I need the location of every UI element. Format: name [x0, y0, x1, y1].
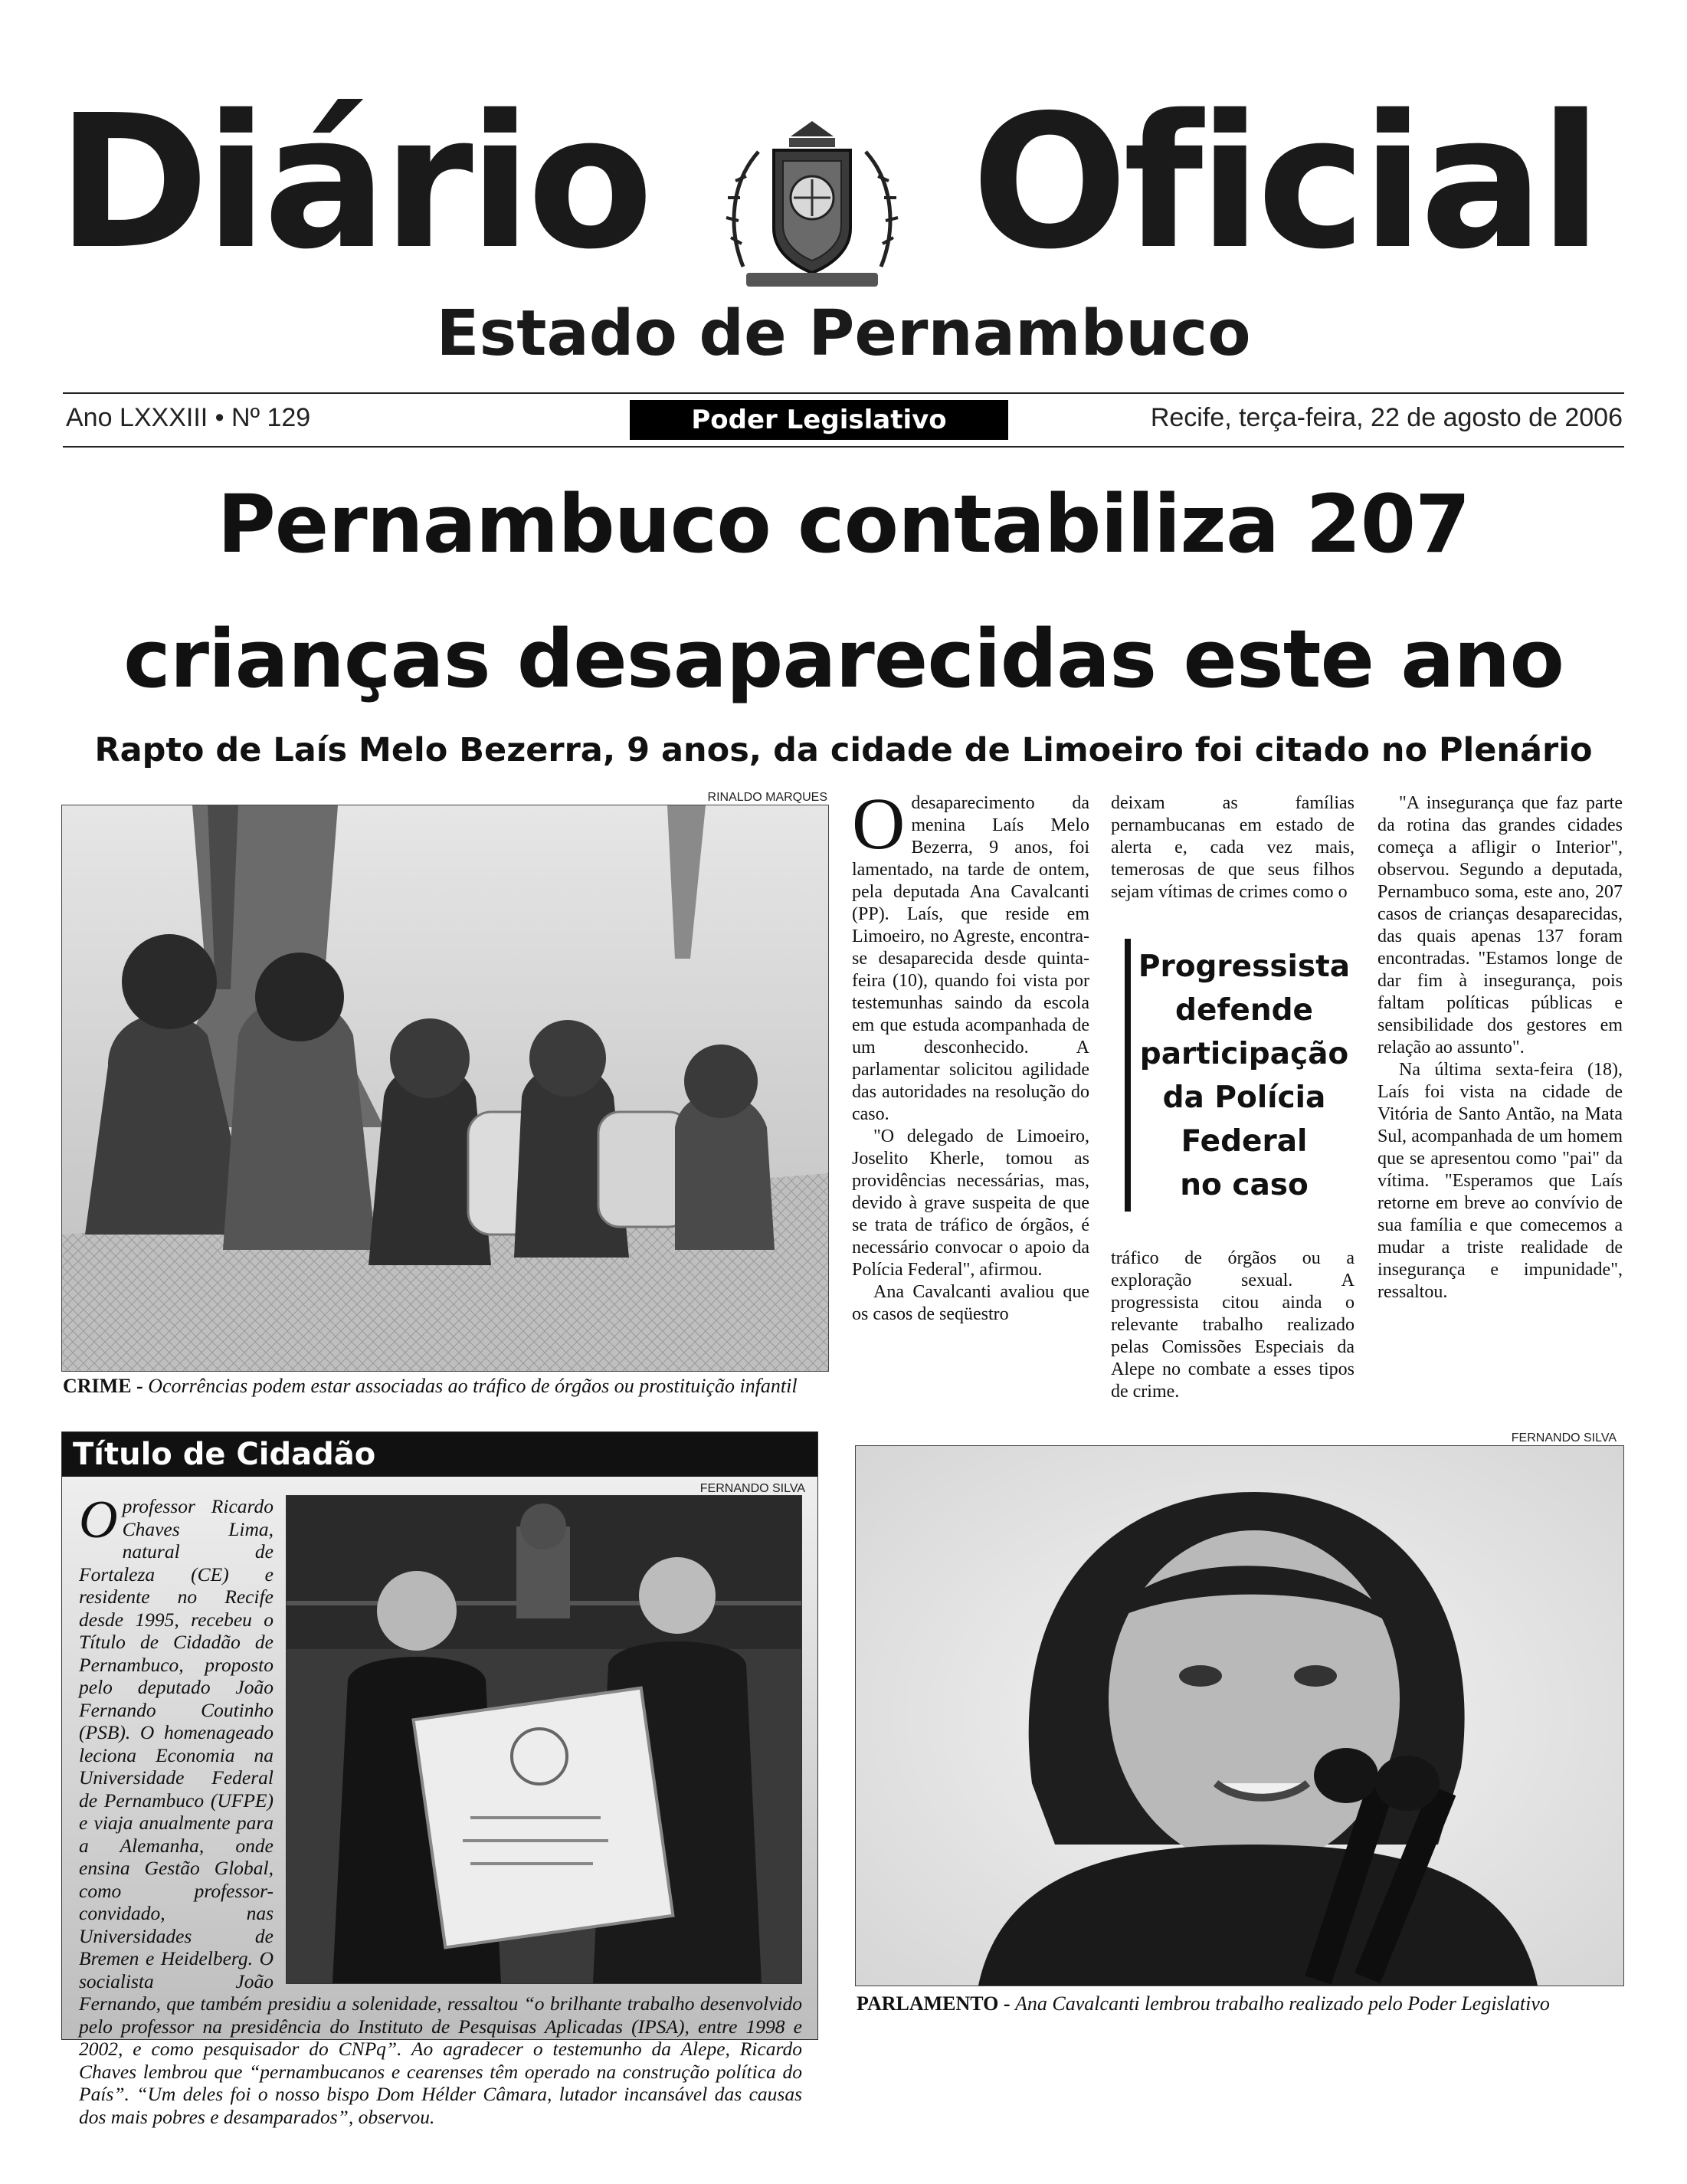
box-title: Título de Cidadão	[62, 1432, 817, 1477]
pull-quote	[1125, 939, 1358, 1212]
caption-text: Ocorrências podem estar associadas ao tráfico de órgãos ou prostituição infantil	[148, 1375, 798, 1397]
drop-cap: O	[79, 1490, 118, 1549]
pull-quote-line: Progressista	[1138, 949, 1351, 984]
coat-of-arms-icon	[720, 113, 904, 297]
masthead-rule-bottom	[63, 446, 1624, 448]
article-paragraph: Na última sexta-feira (18), Laís foi vista na cidade de Vitória de Santo Antão, na Mata Sul, acompanhada de um homem que se apresentou como "pai" da vítima. "Esperamos que Laís retorne em breve ao convívio de sua família e que comecemos a mudar a triste realidade de insegurança e impunidade", ressaltou.	[1377, 1060, 1623, 1302]
article-paragraph: desaparecimento da menina Laís Melo Bezerra, 9 anos, foi lamentado, na tarde de ontem, pela deputada Ana Cavalcanti (PP). Laís, que reside em Limoeiro, no Agreste, encontra-se desaparecida desde quinta-feira (10), quando foi vista por testemunhas saindo da escola em que estuda acompanhada de um desconhecido. A parlamentar solicitou agilidade das autoridades na resolução do caso.	[852, 793, 1089, 1124]
caption-label: PARLAMENTO -	[857, 1992, 1011, 2015]
box-paragraph: professor Ricardo Chaves Lima, natural de Fortaleza (CE) e residente no Recife desde 1995, recebeu o Título de Cidadão de Pernambuco, proposto pelo deputado João Fernando Coutinho (PSB). O homenageado leciona Economia na Universidade Federal de Pernambuco (UFPE) e viaja anualmente para a Alemanha, onde ensina Gestão Global, como professor-convidado, nas Universidades de Bremen e Heidelberg. O socialista João Fernando, que também presidiu a solenidade, ressaltou “o brilhante trabalho desenvolvido pelo professor na presidência do Instituto de Pesquisas Aplicadas (IPSA), entre 1998 e 2002, e como pesquisador do CNPq”. Ao agradecer o testemunho da Alepe, Ricardo Chaves lembrou que “pernambucanos e cearenses têm operado na construção política do País”. “Um deles foi o nosso bispo Dom Hélder Câmara, lutador incansável das causas dos mais pobres e desamparados”, observou.	[79, 1495, 802, 2128]
pull-quote-line: defende	[1175, 993, 1313, 1028]
section-label: Poder Legislativo	[630, 400, 1008, 440]
masthead-title-left: Diário	[57, 75, 649, 290]
titulo-cidadao-box	[61, 1431, 818, 2128]
ceremony-photo	[286, 1495, 802, 1984]
masthead-rule-top	[63, 392, 1624, 394]
children-photo	[61, 805, 829, 1372]
article-paragraph: "A insegurança que faz parte da rotina das grandes cidades começa a afligir o Interior", observou. Segundo a deputada, Pernambuco soma, este ano, 207 casos de crianças desaparecidas, das quais apenas 137 foram encontradas. "Estamos longe de dar fim à insegurança, pois faltam políticas públicas e sensibilidade dos gestores em relação ao assunto".	[1377, 793, 1623, 1058]
pull-quote-line: participação	[1139, 1037, 1349, 1071]
caption-label: CRIME -	[63, 1375, 143, 1397]
article-column-1	[852, 782, 1089, 1326]
masthead-subtitle: Estado de Pernambuco	[436, 297, 1251, 370]
deputy-photo	[855, 1445, 1624, 1986]
article-paragraph: tráfico de órgãos ou a exploração sexual. A progressista citou ainda o relevante trabalho realizado pelas Comissões Especiais da Alepe no combate a esses tipos de crime.	[1111, 1248, 1355, 1402]
photo-credit: FERNANDO SILVA	[1511, 1431, 1617, 1445]
pull-quote-line: Federal	[1181, 1124, 1308, 1159]
issue-number: Ano LXXXIII • Nº 129	[66, 403, 311, 432]
photo-caption	[857, 1992, 1550, 2015]
pull-quote-line: no caso	[1180, 1168, 1309, 1202]
photo-caption	[63, 1375, 798, 1398]
article-column-2-bottom	[1111, 1248, 1355, 1403]
article-column-2-top	[1111, 792, 1355, 903]
headline-line-2: crianças desaparecidas este ano	[123, 612, 1564, 706]
photo-credit: FERNANDO SILVA	[699, 1482, 805, 1495]
dateline: Recife, terça-feira, 22 de agosto de 2006	[1150, 403, 1623, 432]
pull-quote-line: da Polícia	[1162, 1081, 1326, 1115]
box-text	[79, 1490, 802, 2128]
article-column-3	[1377, 792, 1623, 1304]
article-paragraph: Ana Cavalcanti avaliou que os casos de seqüestro	[852, 1282, 1089, 1324]
masthead-title-right: Oficial	[971, 75, 1598, 290]
drop-cap: O	[852, 782, 906, 864]
deck: Rapto de Laís Melo Bezerra, 9 anos, da cidade de Limoeiro foi citado no Plenário	[94, 731, 1593, 769]
photo-credit: RINALDO MARQUES	[707, 791, 827, 804]
article-paragraph: "O delegado de Limoeiro, Joselito Kherle, tomou as providências necessárias, mas, devido à grave suspeita de que se trata de tráfico de órgãos, é necessário convocar o apoio da Polícia Federal", afirmou.	[852, 1126, 1089, 1280]
article-paragraph: deixam as famílias pernambucanas em estado de alerta e, cada vez mais, temerosas de que seus filhos sejam vítimas de crimes como o	[1111, 793, 1355, 902]
headline-line-1: Pernambuco contabiliza 207	[217, 477, 1470, 571]
caption-text: Ana Cavalcanti lembrou trabalho realizado pelo Poder Legislativo	[1015, 1992, 1550, 2015]
